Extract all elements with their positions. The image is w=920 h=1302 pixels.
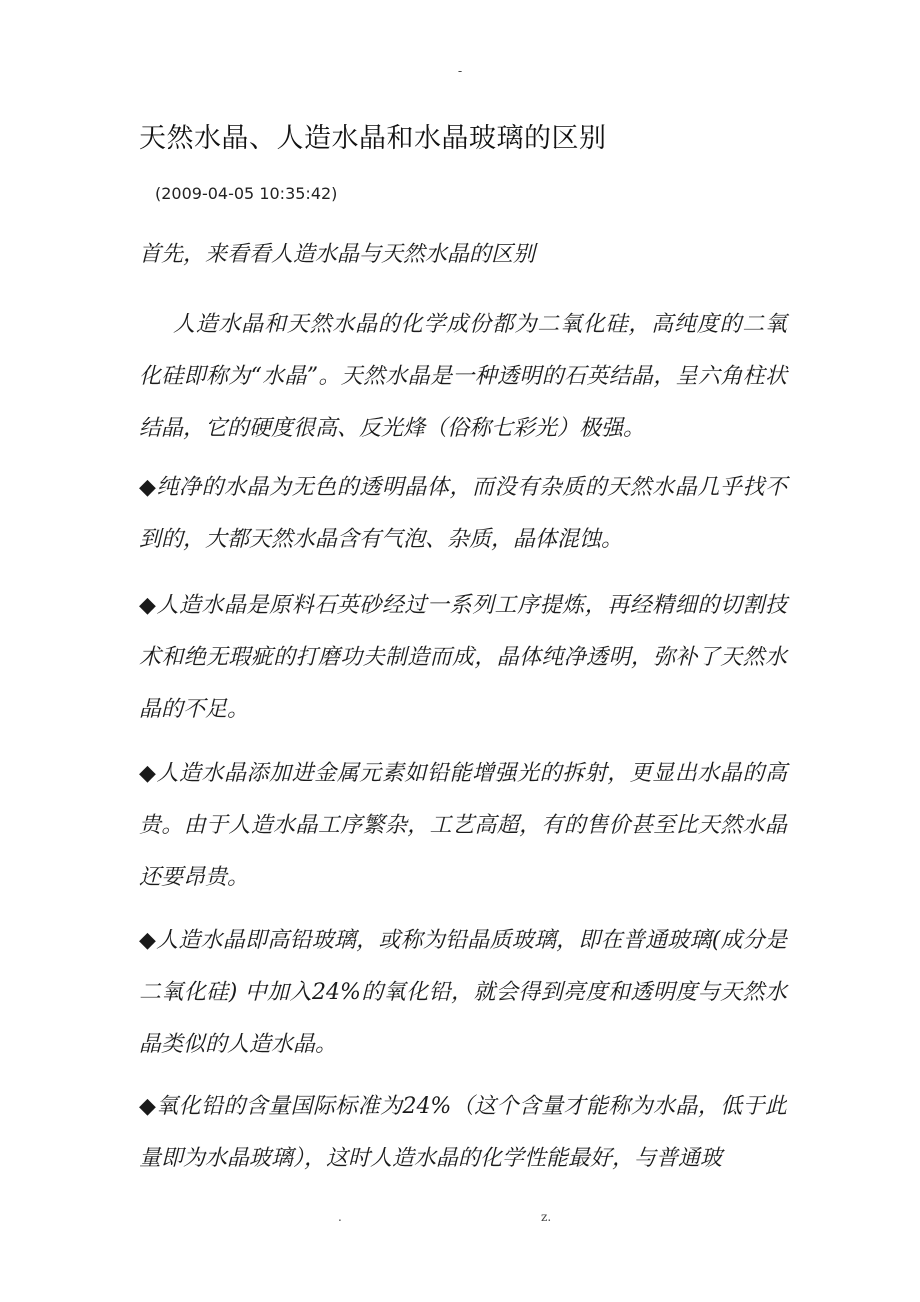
paragraph-bullet-pure: ◆纯净的水晶为无色的透明晶体，而没有杂质的天然水晶几乎找不到的，大都天然水晶含有气泡、杂质，晶体混蚀。 bbox=[139, 475, 787, 552]
article-date: (2009-04-05 10:35:42) bbox=[155, 184, 338, 203]
paragraph-bullet-artificial-process: ◆人造水晶是原料石英砂经过一系列工序提炼，再经精细的切割技术和绝无瑕疵的打磨功夫制造而成，晶体纯净透明，弥补了天然水晶的不足。 bbox=[139, 593, 787, 722]
page-footer-right: z. bbox=[541, 1210, 552, 1224]
page-header-mark: - bbox=[457, 64, 463, 78]
paragraph-bullet-standard: ◆氧化铅的含量国际标准为24%（这个含量才能称为水晶，低于此量即为水晶玻璃），这时人造水晶的化学性能最好，与普通玻 bbox=[139, 1094, 787, 1171]
paragraph-bullet-high-lead-glass: ◆人造水晶即高铅玻璃，或称为铅晶质玻璃，即在普通玻璃(成分是二氧化硅) 中加入24%的氧化铅，就会得到亮度和透明度与天然水晶类似的人造水晶。 bbox=[139, 928, 787, 1057]
paragraph-intro: 首先，来看看人造水晶与天然水晶的区别 bbox=[139, 242, 536, 267]
paragraph-bullet-lead: ◆人造水晶添加进金属元素如铅能增强光的拆射，更显出水晶的高贵。由于人造水晶工序繁杂，工艺高超，有的售价甚至比天然水晶还要昂贵。 bbox=[139, 761, 787, 890]
paragraph-composition: 人造水晶和天然水晶的化学成份都为二氧化硅，高纯度的二氧化硅即称为“水晶”。天然水晶是一种透明的石英结晶，呈六角柱状结晶，它的硬度很高、反光烽（俗称七彩光）极强。 bbox=[139, 312, 787, 441]
page-footer-left: . bbox=[338, 1210, 342, 1224]
article-title: 天然水晶、人造水晶和水晶玻璃的区别 bbox=[139, 123, 607, 154]
